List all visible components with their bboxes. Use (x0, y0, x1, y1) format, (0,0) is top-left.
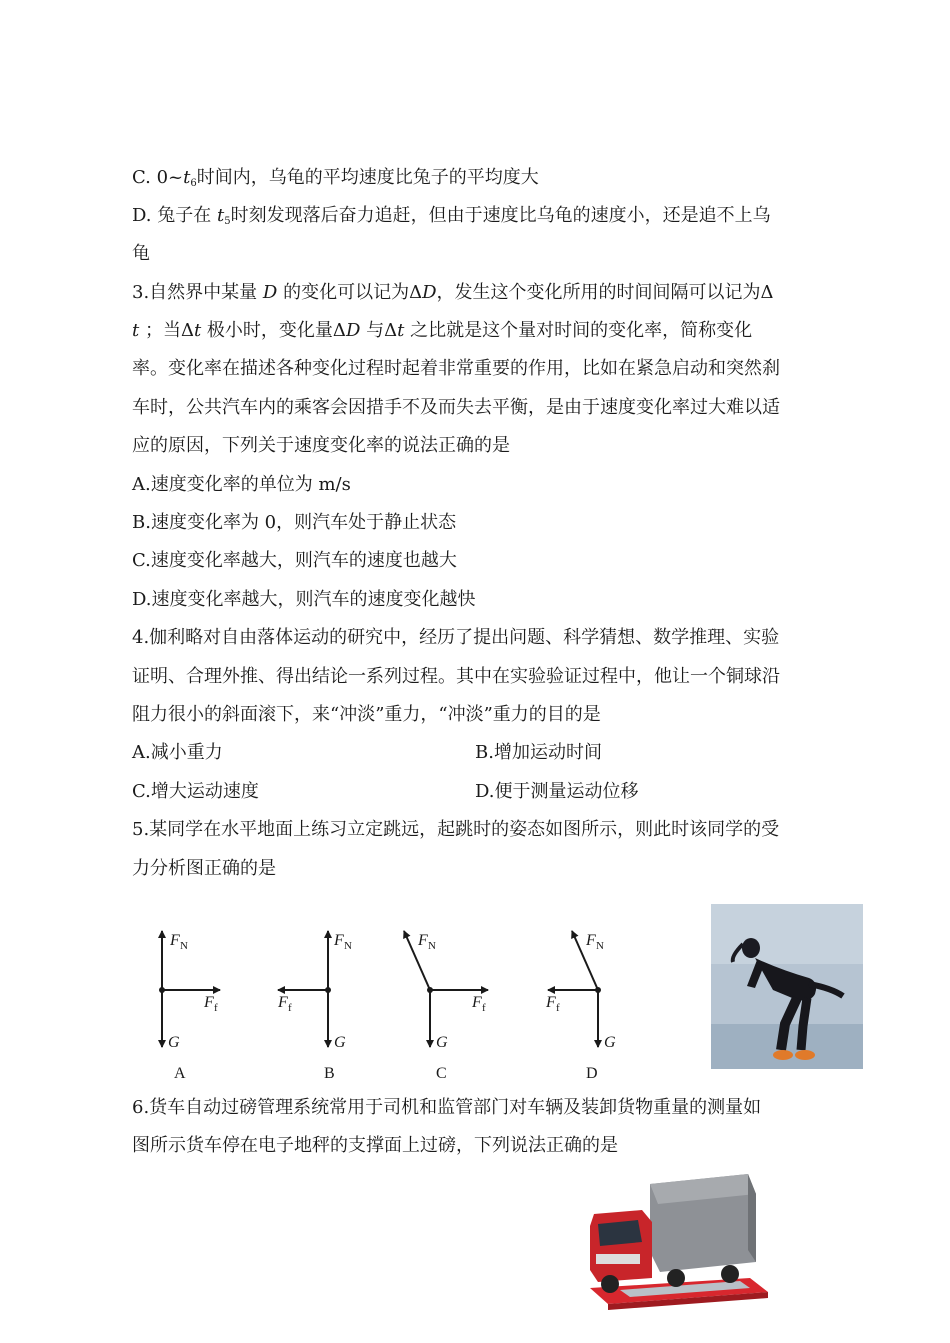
svg-text:F: F (586, 932, 596, 949)
q3-option-c: C.速度变化率越大，则汽车的速度也越大 (132, 550, 457, 571)
q2-option-c: C. $0\sim t_6$时间内，乌龟的平均速度比兔子的平均度大 (132, 167, 539, 189)
svg-text:G: G (168, 1034, 180, 1051)
svg-text:F: F (472, 994, 482, 1011)
q3-stem-line5: 应的原因，下列关于速度变化率的说法正确的是 (132, 435, 510, 456)
svg-text:F: F (170, 932, 180, 949)
truck-on-scale-image (580, 1170, 770, 1320)
svg-text:G: G (604, 1034, 616, 1051)
q3-stem-line2: t ；当Δt 极小时，变化量ΔD 与Δt 之比就是这个量对时间的变化率，简称变化 (132, 320, 753, 341)
q4-stem-line3: 阻力很小的斜面滚下，来“冲淡”重力，“冲淡”重力的目的是 (132, 704, 601, 725)
svg-text:f: f (214, 1002, 218, 1014)
svg-text:F: F (334, 932, 344, 949)
svg-text:G: G (436, 1034, 448, 1051)
q3-stem-line3: 率。变化率在描述各种变化过程时起着非常重要的作用，比如在紧急启动和突然刹 (132, 358, 780, 379)
svg-text:N: N (344, 940, 352, 952)
svg-text:F: F (204, 994, 214, 1011)
q4-option-c: C.增大运动速度 (132, 781, 259, 802)
diagram-label-d: D (586, 1065, 598, 1082)
q3-option-b: B.速度变化率为 0，则汽车处于静止状态 (132, 512, 457, 533)
q4-stem-line2: 证明、合理外推、得出结论一系列过程。其中在实验验证过程中，他让一个铜球沿 (132, 666, 780, 687)
diagram-label-a: A (174, 1065, 186, 1082)
svg-text:F: F (546, 994, 556, 1011)
q4-stem-line1: 4.伽利略对自由落体运动的研究中，经历了提出问题、科学猜想、数学推理、实验 (132, 627, 780, 648)
svg-text:f: f (556, 1002, 560, 1014)
svg-text:F: F (278, 994, 288, 1011)
q4-option-a: A.减小重力 (132, 742, 223, 763)
q6-stem-line2: 图所示货车停在电子地秤的支撑面上过磅，下列说法正确的是 (132, 1135, 618, 1156)
q3-stem-line4: 车时，公共汽车内的乘客会因措手不及而失去平衡，是由于速度变化率过大难以适 (132, 397, 780, 418)
q5-stem-line2: 力分析图正确的是 (132, 858, 276, 879)
svg-text:f: f (482, 1002, 486, 1014)
q3-option-a: A.速度变化率的单位为 m/s (132, 474, 351, 495)
diagram-label-c: C (436, 1065, 447, 1082)
svg-text:F: F (418, 932, 428, 949)
svg-text:f: f (288, 1002, 292, 1014)
jumping-student-photo (711, 904, 863, 1069)
svg-text:N: N (596, 940, 604, 952)
diagram-b (278, 931, 331, 1047)
q3-stem-line1: 3.自然界中某量 D 的变化可以记为ΔD，发生这个变化所用的时间间隔可以记为Δ (132, 282, 774, 303)
diagram-c (404, 931, 488, 1047)
diagram-label-b: B (324, 1065, 335, 1082)
q3-option-d: D.速度变化率越大，则汽车的速度变化越快 (132, 589, 476, 610)
force-diagrams (140, 915, 660, 1085)
diagram-a (159, 931, 220, 1047)
q2-option-d-cont: 龟 (132, 243, 150, 264)
svg-text:G: G (334, 1034, 346, 1051)
q4-option-d: D.便于测量运动位移 (475, 781, 639, 802)
q5-stem-line1: 5.某同学在水平地面上练习立定跳远，起跳时的姿态如图所示，则此时该同学的受 (132, 819, 780, 840)
q2-option-d: D. 兔子在 $t_5$时刻发现落后奋力追赶，但由于速度比乌龟的速度小，还是追不上乌 (132, 205, 771, 227)
svg-text:N: N (428, 940, 436, 952)
q6-stem-line1: 6.货车自动过磅管理系统常用于司机和监管部门对车辆及装卸货物重量的测量如 (132, 1097, 762, 1118)
q4-option-b: B.增加运动时间 (475, 742, 602, 763)
svg-text:N: N (180, 940, 188, 952)
